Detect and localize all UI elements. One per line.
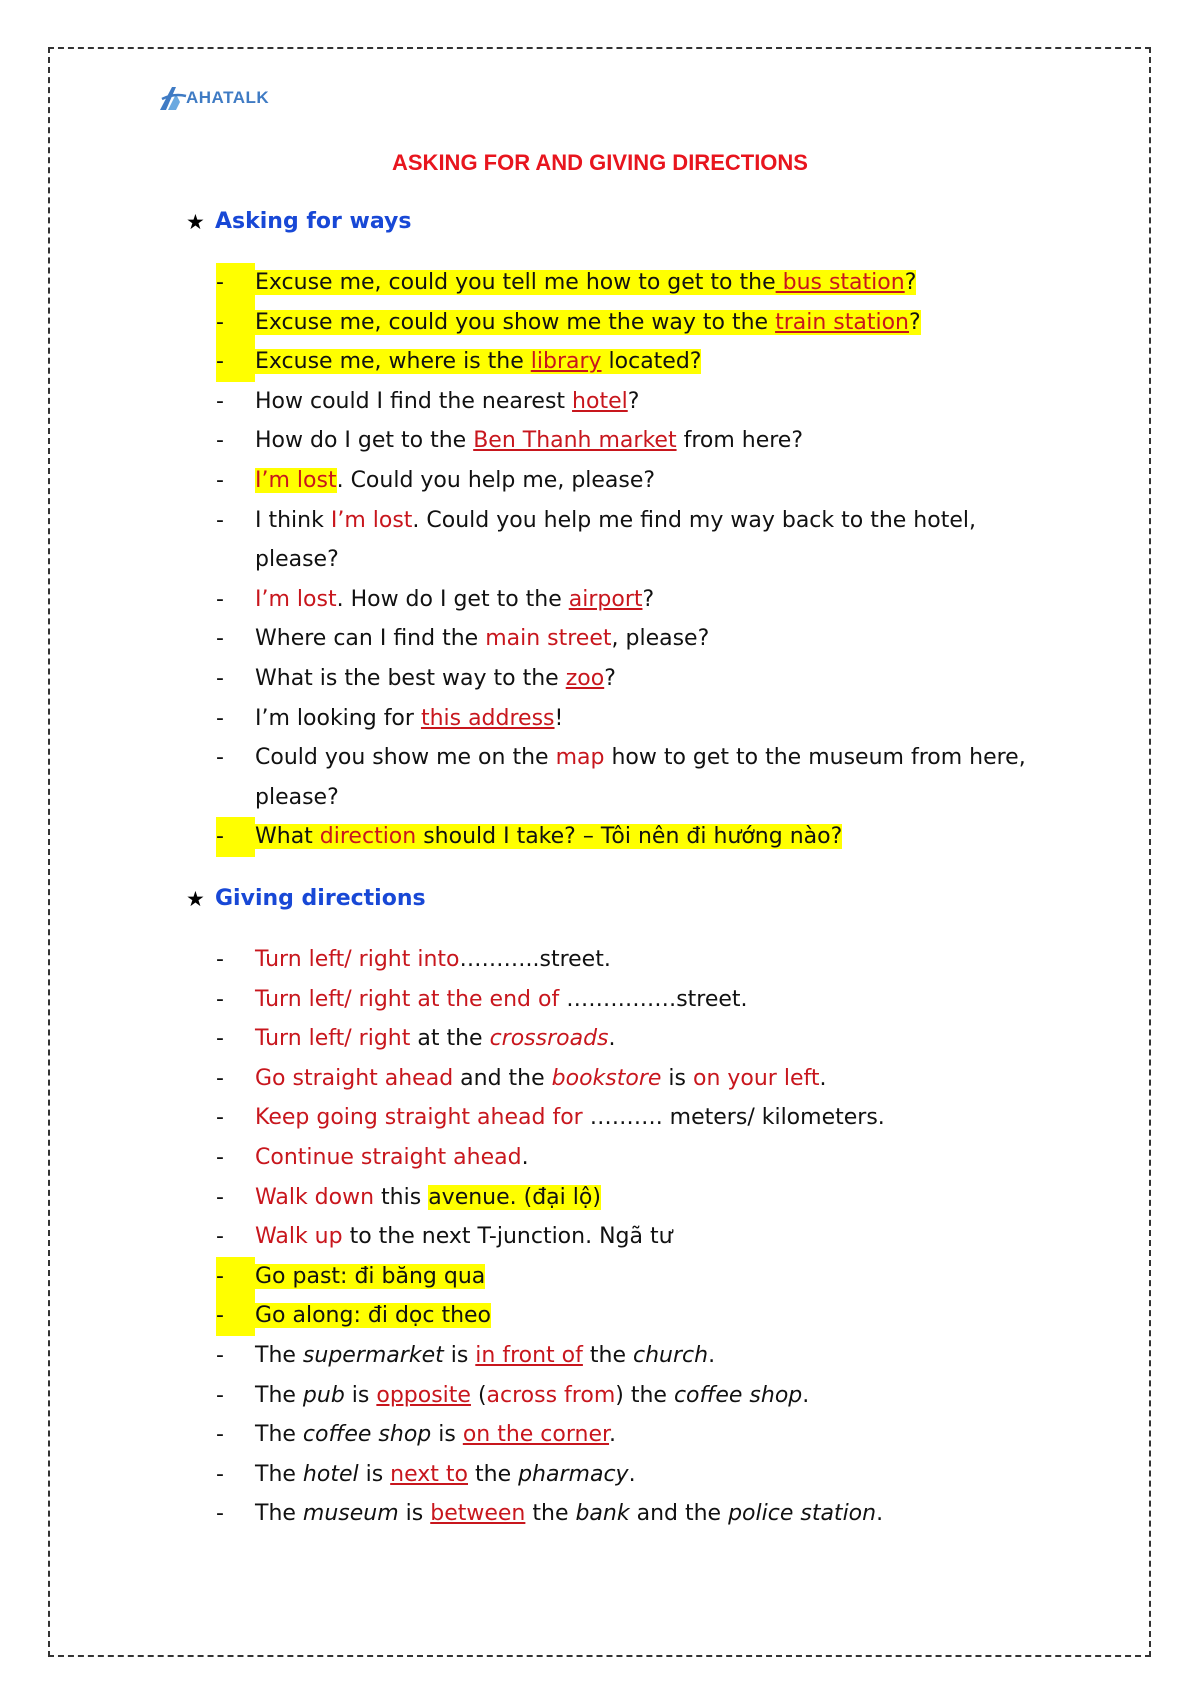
key-phrase: Go straight ahead [255,1065,454,1091]
key-phrase: Walk down [255,1184,375,1210]
section-heading-text: Giving directions [215,886,426,911]
key-phrase: on the corner [462,1422,610,1448]
key-phrase: Keep going straight ahead for [255,1105,583,1131]
key-phrase: next to [390,1461,468,1487]
phrase-text: coffee shop [673,1382,803,1408]
key-phrase: I’m lost [330,507,413,533]
phrase-text: is [344,1382,377,1408]
phrase-text: . [628,1461,636,1487]
star-icon: ★ [186,209,205,234]
phrase-text: supermarket [302,1342,444,1368]
star-icon: ★ [186,886,205,911]
bullet-dash: - [216,388,224,414]
phrase-item [216,1376,1036,1416]
bullet-dash: - [216,986,224,1012]
phrase-text: from here? [676,428,804,454]
phrase-text: I think [255,507,331,533]
phrase-text: should I take? – Tôi nên đi hướng nào? [416,824,843,850]
phrase-item [216,1019,1036,1059]
key-phrase: this address [420,705,555,731]
phrase-text: is [431,1422,463,1448]
phrase-text: avenue. (đại lộ) [428,1184,601,1210]
phrase-text: ? [904,270,917,295]
key-phrase: bookstore [551,1065,662,1091]
phrase-text: . How do I get to the [336,586,569,612]
bullet-dash: - [216,1026,224,1052]
phrase-text: . [819,1065,827,1091]
key-phrase: Turn left/ right [255,1026,411,1052]
phrase-item [216,1178,1036,1218]
phrase-text: is [398,1501,431,1527]
bullet-dash: - [216,1501,224,1527]
phrase-item [216,501,1036,580]
phrase-text: Excuse me, could you show me the way to the [255,309,776,335]
phrase-item [216,1217,1036,1257]
phrase-text: museum [302,1501,399,1527]
logo-text: AHATALK [186,88,270,107]
bullet-dash: - [216,467,224,493]
phrase-text: The [255,1501,303,1527]
bullet-dash: - [216,1105,224,1131]
logo [158,84,269,112]
phrase-text: this [374,1184,429,1210]
bullet-dash: - [216,428,224,454]
bullet-dash: - [216,817,255,857]
phrase-item [216,263,1036,303]
phrase-text: Where can I find the [255,626,486,652]
phrase-text: hotel [302,1461,359,1487]
phrase-text: ? [642,586,655,612]
phrase-item [216,303,1036,343]
phrase-text: Go along: đi dọc theo [255,1303,492,1329]
phrase-item [216,1455,1036,1495]
bullet-dash: - [216,303,255,343]
page-title: ASKING FOR AND GIVING DIRECTIONS [392,150,808,175]
phrase-item [216,1138,1036,1178]
asking-phrases-list [216,263,1036,857]
phrase-text: ………..street. [459,947,611,972]
phrase-text: located? [601,349,702,375]
phrase-text: the [582,1342,633,1368]
phrase-text: bank [575,1501,630,1527]
phrase-item [216,421,1036,461]
bullet-dash: - [216,745,224,771]
phrase-text: . [521,1144,529,1170]
phrase-text: is [443,1342,476,1368]
key-phrase: Continue straight ahead [255,1144,522,1170]
phrase-text: I’m looking for [255,705,421,731]
bullet-dash: - [216,705,224,731]
phrase-text: The [255,1461,303,1487]
phrase-text: . Could you help me find my way back to the hotel, please? [255,507,976,573]
phrase-text: The [255,1422,303,1448]
bullet-dash: - [216,1184,224,1210]
phrase-item [216,1059,1036,1099]
key-phrase: crossroads [489,1026,609,1052]
phrase-text: the [468,1461,519,1487]
phrase-item [216,1098,1036,1138]
phrase-text: What is the best way to the [255,665,566,691]
phrase-text: ( [470,1382,487,1408]
key-phrase: between [430,1501,526,1527]
bullet-dash: - [216,1461,224,1487]
phrase-text: pub [302,1382,345,1408]
phrase-item [216,980,1036,1020]
phrase-text: . [876,1501,884,1527]
phrase-text: ! [554,705,564,731]
phrase-text: Excuse me, where is the [255,349,531,375]
bullet-dash: - [216,947,224,972]
giving-phrases-list [216,940,1036,1534]
phrase-item [216,940,1036,980]
key-phrase: opposite [376,1382,471,1408]
phrase-item [216,1494,1036,1534]
phrase-text: coffee shop [302,1422,432,1448]
phrase-text: ? [627,388,640,414]
key-phrase: map [555,745,605,771]
phrase-text: to the next T-junction. Ngã tư [342,1224,673,1250]
key-phrase: in front of [475,1342,583,1368]
bullet-dash: - [216,1382,224,1408]
phrase-text: is [358,1461,391,1487]
phrase-item [216,1257,1036,1297]
phrase-text: What [255,824,320,850]
phrase-item [216,382,1036,422]
phrase-text: at the [410,1026,490,1052]
key-phrase: I’m lost [255,467,337,493]
phrase-text: the [525,1501,576,1527]
key-phrase: train station [775,309,909,335]
key-phrase: airport [568,586,643,612]
phrase-item [216,817,1036,857]
key-phrase: on your left [692,1065,820,1091]
section-heading-text: Asking for ways [215,209,412,234]
phrase-text: How could I find the nearest [255,388,573,414]
phrase-text: ? [604,665,616,691]
key-phrase: I’m lost [255,586,337,612]
phrase-item [216,461,1036,501]
bullet-dash: - [216,342,255,382]
phrase-text: Go past: đi băng qua [255,1263,486,1289]
bullet-dash: - [216,1296,255,1336]
bullet-dash: - [216,1422,224,1448]
section-heading-asking [186,209,412,234]
key-phrase: Ben Thanh market [473,428,677,454]
phrase-text: ………. meters/ kilometers. [582,1105,885,1131]
phrase-text: church [632,1342,709,1368]
phrase-item [216,738,1036,817]
phrase-item [216,1415,1036,1455]
phrase-text: ? [909,309,921,335]
phrase-item [216,1296,1036,1336]
bullet-dash: - [216,263,255,303]
bullet-dash: - [216,1257,255,1297]
key-phrase: Turn left/ right into [255,947,460,972]
phrase-text: pharmacy [518,1461,629,1487]
bullet-dash: - [216,1224,224,1250]
phrase-item [216,619,1036,659]
phrase-text: How do I get to the [255,428,474,454]
phrase-text: how to get to the museum from here, please? [255,745,1026,810]
bullet-dash: - [216,1144,224,1170]
bullet-dash: - [216,626,224,652]
phrase-item [216,580,1036,620]
bullet-dash: - [216,665,224,691]
bullet-dash: - [216,507,224,533]
phrase-item [216,659,1036,699]
phrase-text: Could you show me on the [255,745,556,771]
bullet-dash: - [216,586,224,612]
phrase-text: . Could you help me, please? [336,467,656,493]
section-heading-giving [186,886,426,911]
phrase-text: . [608,1026,616,1052]
phrase-text: and the [453,1065,552,1091]
phrase-text: is [661,1065,693,1091]
phrase-text: . [802,1382,810,1408]
phrase-text: The [255,1342,303,1368]
bullet-dash: - [216,1342,224,1368]
phrase-text: . [708,1342,716,1368]
key-phrase: zoo [565,665,605,691]
phrase-text: . [609,1422,617,1448]
key-phrase: main street [485,626,612,652]
phrase-text: , please? [611,626,710,652]
phrase-text: police station [728,1501,877,1527]
phrase-text: Excuse me, could you tell me how to get to the [255,270,776,295]
phrase-item [216,342,1036,382]
key-phrase: direction [319,824,417,850]
key-phrase: hotel [572,388,628,414]
phrase-text: ) the [615,1382,674,1408]
phrase-item [216,699,1036,739]
bullet-dash: - [216,1065,224,1091]
key-phrase: Turn left/ right at the end of [255,986,560,1012]
key-phrase: across from [486,1382,616,1408]
key-phrase: bus station [775,270,905,295]
phrase-text: The [255,1382,303,1408]
key-phrase: library [530,349,602,375]
phrase-text: and the [629,1501,729,1527]
key-phrase: Walk up [255,1224,343,1250]
phrase-item [216,1336,1036,1376]
phrase-text: ……………street. [559,986,748,1012]
